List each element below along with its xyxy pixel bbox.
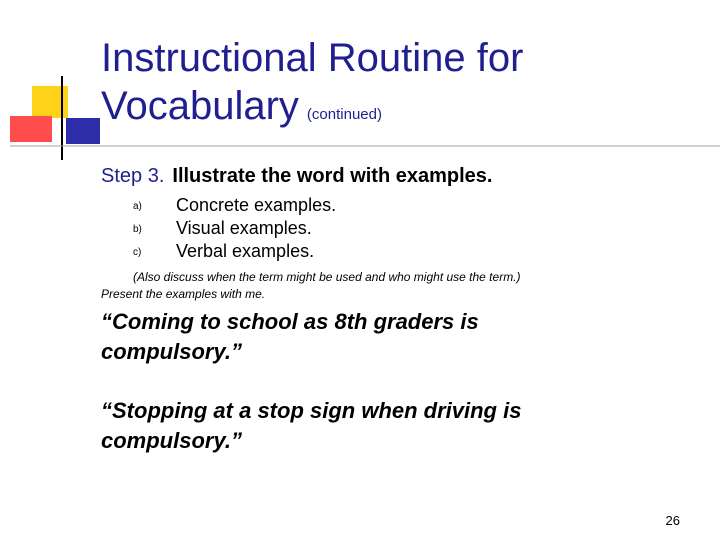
list-marker: b) xyxy=(133,224,142,235)
list-marker: c) xyxy=(133,247,142,258)
note-present: Present the examples with me. xyxy=(101,287,266,301)
list-marker: a) xyxy=(133,201,142,212)
slide-title-main: Instructional Routine for Vocabulary xyxy=(101,36,524,128)
example-quote-2: “Stopping at a stop sign when driving is compulsory.” xyxy=(101,398,522,453)
slide-title-suffix: (continued) xyxy=(306,106,382,123)
list-item-text: Verbal examples. xyxy=(176,241,315,261)
step-heading xyxy=(101,163,492,189)
list-item-text: Visual examples. xyxy=(176,218,312,238)
example-quote-1: “Coming to school as 8th graders is compulsory.” xyxy=(101,309,479,364)
slide-title xyxy=(101,34,701,139)
list-item-text: Concrete examples. xyxy=(176,195,337,215)
note-usage: (Also discuss when the term might be used and who might use the term.) xyxy=(133,270,521,284)
deco-blue-square xyxy=(66,118,100,144)
page-number: 26 xyxy=(665,513,680,528)
step-number: Step 3. xyxy=(101,165,165,187)
step-text: Illustrate the word with examples. xyxy=(172,165,493,187)
deco-red-square xyxy=(10,116,52,142)
